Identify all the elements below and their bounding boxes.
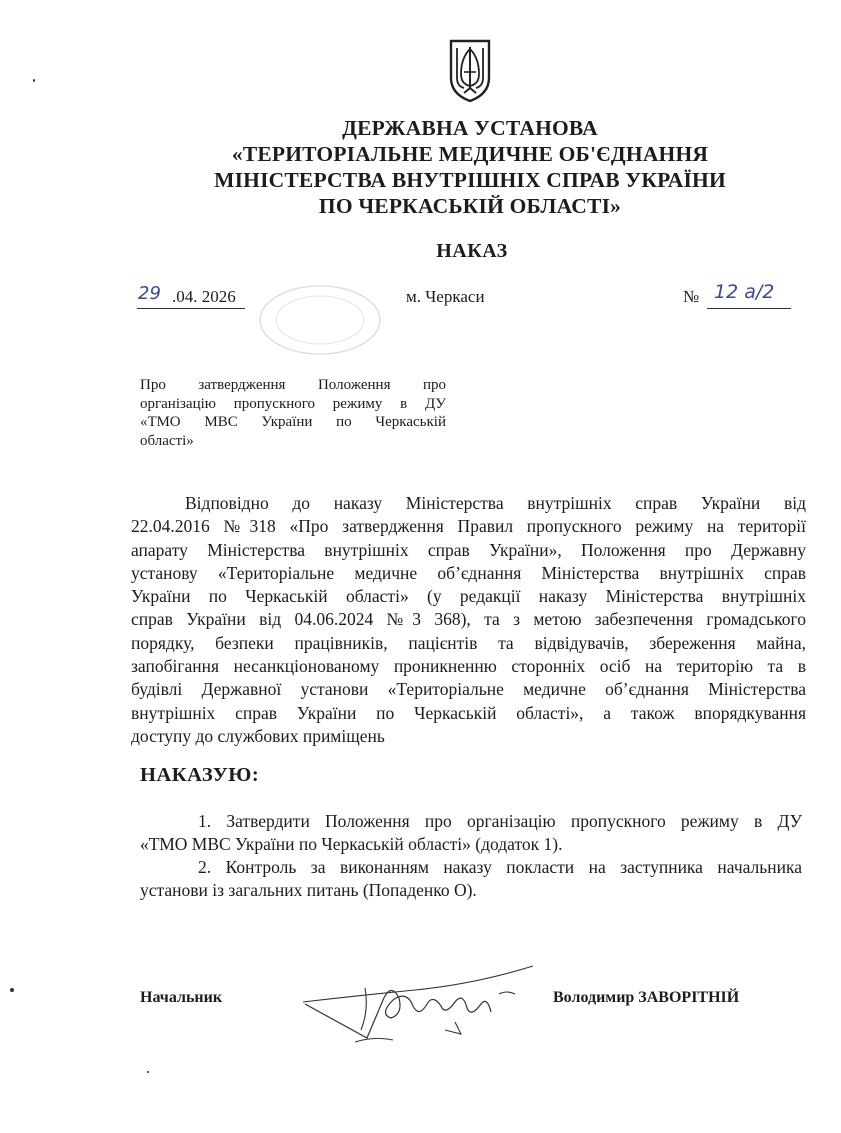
body-line: порядку, безпеки працівників, пацієнтів та відвідувачів, збереження майна, — [131, 632, 806, 653]
order-item-line: 2. Контроль за виконанням наказу покласти на заступника начальника — [198, 857, 802, 877]
coat-of-arms-icon — [447, 38, 493, 104]
order-number-handwritten: 12 а/2 — [714, 281, 775, 303]
date-printed: .04. 2026 — [172, 287, 236, 306]
order-item-line: 1. Затвердити Положення про організацію пропускного режиму в ДУ — [198, 811, 802, 831]
body-line: апарату Міністерства внутрішніх справ України», Положення про Державну — [131, 539, 806, 560]
order-item-line: установи із загальних питань (Попаденко О). — [140, 880, 477, 900]
scan-speck — [10, 988, 14, 992]
body-line: устанoву «Територіальне медичне об’єднання Міністерства внутрішніх справ — [131, 562, 806, 583]
body-line: 22.04.2016 №318 «Про затвердження Правил пропускного режиму на території — [131, 516, 806, 537]
body-line: України по Черкаській області» (у редакції наказу Міністерства внутрішніх — [131, 586, 806, 607]
scan-speck — [33, 79, 35, 82]
subject-line: Про затвердження Положення про — [140, 377, 446, 393]
header-line-3: МІНІСТЕРСТВА ВНУТРІШНІХ СПРАВ УКРАЇНИ — [214, 168, 726, 192]
order-subject — [140, 376, 446, 450]
number-underline — [707, 308, 791, 309]
number-sign: № — [683, 287, 700, 306]
body-line: доступу до службових приміщень — [131, 725, 385, 746]
city: м. Черкаси — [406, 287, 485, 306]
header-line-4: ПО ЧЕРКАСЬКІЙ ОБЛАСТІ» — [318, 194, 622, 218]
header-line-2: «ТЕРИТОРІАЛЬНЕ МЕДИЧНЕ ОБ'ЄДНАННЯ — [231, 142, 709, 166]
signatory-name: Володимир ЗАВОРІТНІЙ — [553, 989, 740, 1006]
body-line: запобігання несанкціонованому проникненню сторонніх осіб на територію та в — [131, 656, 806, 677]
order-items — [140, 810, 802, 902]
preamble-paragraph — [131, 492, 806, 748]
signatory-title: Начальник — [140, 989, 223, 1006]
subject-line: організацію пропускного режиму в ДУ — [140, 395, 446, 412]
order-heading: НАКАЗУЮ: — [140, 764, 260, 786]
date-day-handwritten: 29 — [138, 283, 161, 304]
body-line: Відповідно до наказу Міністерства внутрішніх справ України від — [185, 493, 806, 513]
header-line-1: ДЕРЖАВНА УСТАНОВА — [342, 116, 598, 140]
document-title: НАКАЗ — [436, 240, 508, 262]
subject-line: області» — [140, 432, 194, 449]
subject-line: «ТМО МВС України по Черкаській — [140, 414, 446, 430]
handwritten-signature — [295, 960, 540, 1045]
body-line: будівлі Державної установи «Територіальне медичне об’єднання Міністерства — [131, 679, 806, 700]
date-underline — [137, 308, 245, 309]
scan-speck — [147, 1071, 149, 1073]
faint-stamp-impression — [245, 272, 395, 367]
body-line: справ України від 04.06.2024 №3 368), та з метою забезпечення громадського — [131, 609, 806, 630]
institution-header — [120, 115, 820, 219]
order-item-line: «ТМО МВС України по Черкаській області» (додаток 1). — [140, 834, 563, 854]
body-line: внутрішніх справ України по Черкаській області», а також впорядкування — [131, 702, 806, 723]
